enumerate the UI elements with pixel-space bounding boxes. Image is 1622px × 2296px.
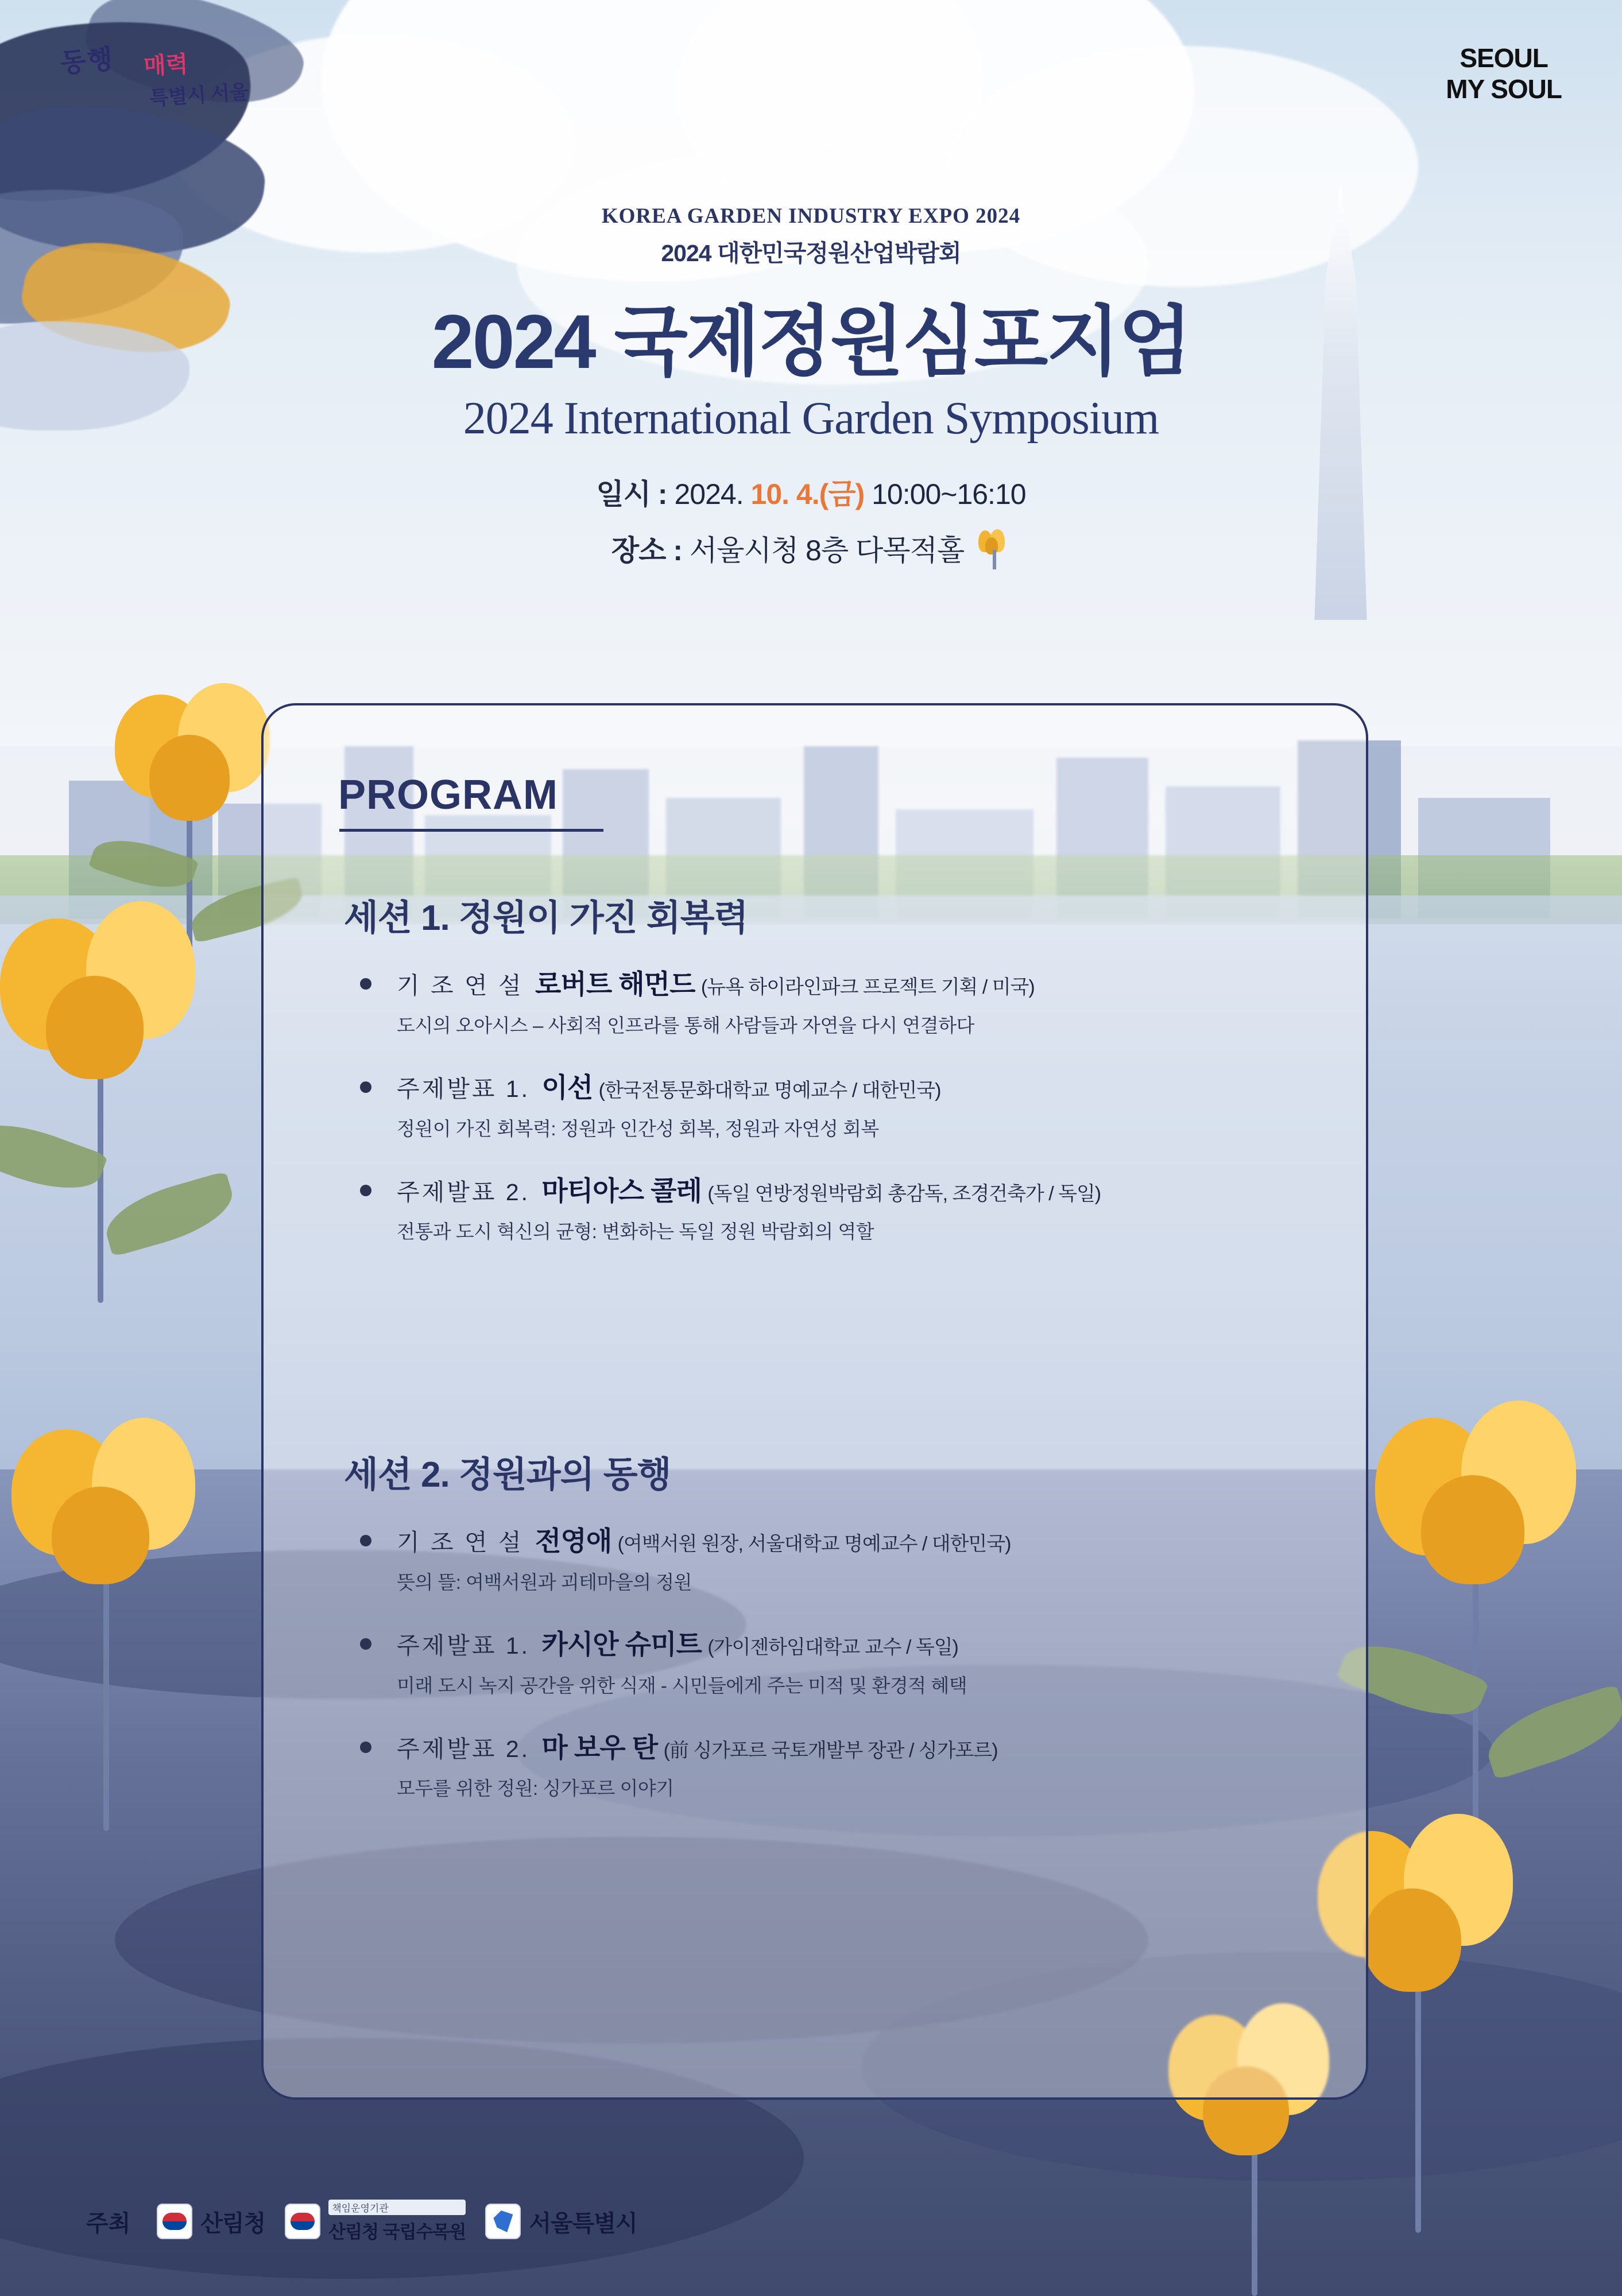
program-item-role: 기 조 연 설 [397, 972, 524, 999]
tulip-illustration-left-bottom [0, 1349, 253, 1865]
seoul-donghaeng-logo [55, 34, 261, 109]
program-item-affiliation: (가이젠하임대학교 교수 / 독일) [707, 1636, 958, 1658]
logo-left-line3: 특별시 서울 [149, 82, 250, 110]
program-item [344, 1628, 1314, 1698]
title-block [0, 204, 1622, 569]
program-item-speaker: 로버트 해먼드 [535, 969, 695, 999]
program-item [344, 1525, 1314, 1595]
program-item-topic: 전통과 도시 혁신의 균형: 변화하는 독일 정원 박람회의 역할 [397, 1221, 874, 1243]
program-heading-underline [339, 829, 603, 832]
program-item-topic: 정원이 가진 회복력: 정원과 인간성 회복, 정원과 자연성 회복 [397, 1118, 879, 1139]
session-block-1 [344, 889, 1314, 1277]
host-org-forest-service [157, 2204, 265, 2239]
host-label: 주최 [86, 2210, 131, 2236]
program-heading: PROGRAM [338, 772, 558, 818]
program-item [344, 1071, 1314, 1141]
date-value-time: 10:00~16:10 [872, 478, 1026, 510]
host-org-name-group [328, 2200, 466, 2243]
logo-right-line1: SEOUL [1460, 43, 1548, 73]
host-org-name: 산림청 국립수목원 [328, 2222, 466, 2242]
host-org-sub: 책임운영기관 [328, 2200, 466, 2215]
page-title: 2024 국제정원심포지엄 [431, 300, 1191, 385]
program-item [344, 1174, 1314, 1244]
program-item-headline [397, 1071, 1314, 1105]
program-item-role: 주제발표 1. [397, 1632, 531, 1659]
program-item-speaker: 전영애 [535, 1526, 612, 1556]
program-item-role: 주제발표 2. [397, 1735, 531, 1762]
event-place-line [0, 528, 1622, 569]
program-item [344, 1731, 1314, 1801]
seoul-my-soul-logo [1446, 45, 1562, 102]
program-item-headline [397, 1174, 1314, 1208]
expo-korean-title: 2024 대한민국정원산업박람회 [661, 240, 961, 266]
bullet-icon [360, 1081, 371, 1093]
logo-left-line1: 동행 [59, 44, 115, 78]
session-title: 세션 2. 정원과의 동행 [344, 1455, 671, 1495]
program-card [261, 703, 1368, 2100]
program-item-role: 주제발표 1. [397, 1075, 531, 1102]
program-item-affiliation: (뉴욕 하이라인파크 프로젝트 기획 / 미국) [700, 976, 1035, 998]
footer-hosts [86, 2200, 637, 2243]
korea-government-emblem-icon [157, 2204, 192, 2239]
program-item-affiliation: (한국전통문화대학교 명예교수 / 대한민국) [598, 1079, 941, 1102]
bullet-icon [360, 978, 371, 990]
date-value-year: 2024. [674, 478, 744, 510]
event-date-line [0, 471, 1622, 513]
session-title: 세션 1. 정원이 가진 회복력 [344, 898, 748, 938]
program-item-speaker: 마티아스 콜레 [541, 1175, 702, 1206]
program-item-affiliation: (前 싱가포르 국토개발부 장관 / 싱가포르) [663, 1739, 998, 1762]
host-org-national-arboretum [285, 2200, 466, 2243]
page-title-english: 2024 International Garden Symposium [463, 393, 1159, 444]
program-item-affiliation: (독일 연방정원박람회 총감독, 조경건축가 / 독일) [707, 1182, 1101, 1205]
program-item-speaker: 이선 [541, 1072, 593, 1103]
korea-government-emblem-icon [285, 2204, 320, 2239]
program-item-role: 주제발표 2. [397, 1178, 531, 1205]
expo-english-title: KOREA GARDEN INDUSTRY EXPO 2024 [601, 204, 1021, 228]
program-item-speaker: 카시안 슈미트 [541, 1628, 702, 1659]
session-block-2 [344, 1446, 1314, 1834]
program-item-topic: 도시의 오아시스 – 사회적 인프라를 통해 사람들과 자연을 다시 연결하다 [397, 1014, 974, 1036]
host-org-name: 서울특별시 [529, 2210, 637, 2236]
date-value-day: 10. 4.(금) [750, 478, 865, 510]
program-item-topic: 미래 도시 녹지 공간을 위한 식재 - 시민들에게 주는 미적 및 환경적 혜택 [397, 1674, 967, 1696]
bullet-icon [360, 1535, 371, 1546]
date-label: 일시 : [596, 478, 667, 510]
program-item-headline [397, 1628, 1314, 1662]
seoul-city-mark-icon [485, 2204, 521, 2239]
program-item-headline [397, 1731, 1314, 1765]
program-item-headline [397, 1525, 1314, 1558]
place-value: 서울시청 8층 다목적홀 [689, 534, 965, 567]
program-item-topic: 모두를 위한 정원: 싱가포르 이야기 [397, 1778, 674, 1799]
logo-left-line2: 매력 [143, 51, 189, 79]
bullet-icon [360, 1742, 371, 1753]
host-org-name: 산림청 [200, 2210, 266, 2236]
place-label: 장소 : [611, 534, 683, 567]
bullet-icon [360, 1185, 371, 1196]
tulip-illustration-left-lower [0, 832, 264, 1349]
tulip-icon [977, 529, 1011, 569]
program-item-affiliation: (여백서원 원장, 서울대학교 명예교수 / 대한민국) [617, 1533, 1011, 1555]
program-item-topic: 뜻의 뜰: 여백서원과 괴테마을의 정원 [397, 1571, 692, 1593]
program-item-role: 기 조 연 설 [397, 1529, 524, 1556]
logo-right-line2: MY SOUL [1446, 74, 1562, 104]
host-org-seoul-city [485, 2204, 637, 2239]
program-item-speaker: 마 보우 탄 [541, 1732, 658, 1763]
bullet-icon [360, 1638, 371, 1650]
program-item-headline [397, 968, 1314, 1002]
program-item [344, 968, 1314, 1038]
